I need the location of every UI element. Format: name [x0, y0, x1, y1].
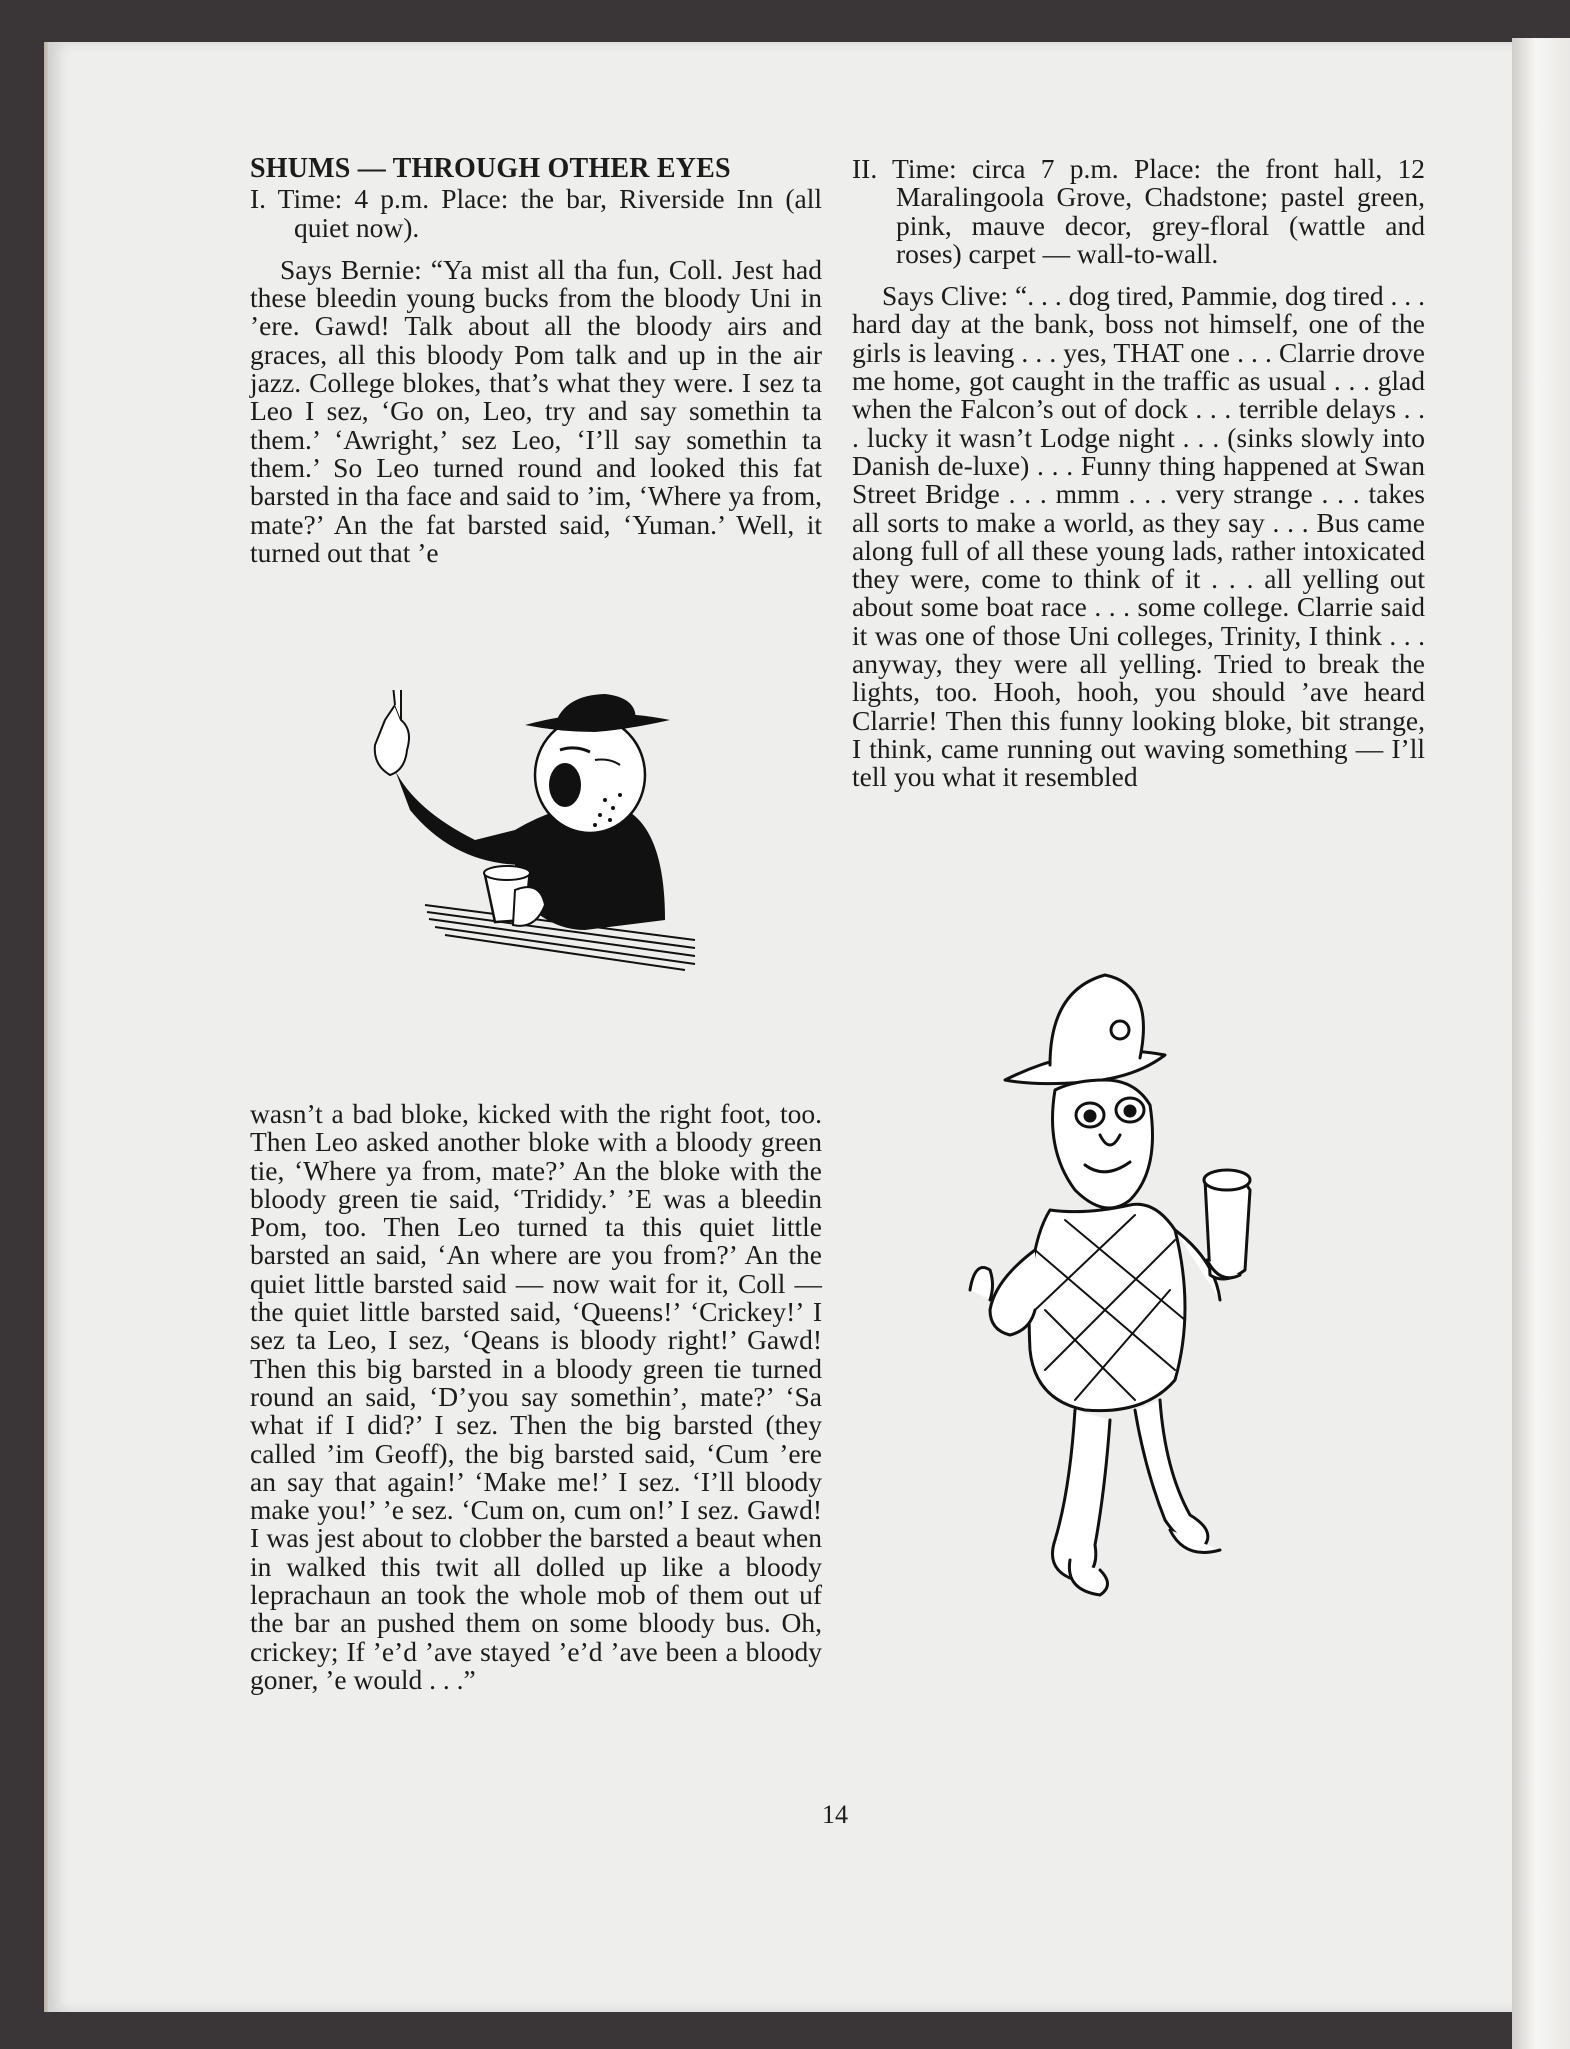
left-column-bottom — [250, 1100, 822, 1694]
bernie-paragraph-continued: wasn’t a bad bloke, kicked with the right foot, too. Then Leo asked another bloke with a bloody green tie, ‘Where ya from, mate?’ An the bloke with the bloody green tie said, ‘Trididy.’ ’E was a bleedin Pom, too. Then Leo turned ta this quiet little barsted an said, ‘An where are you from?’ An the quiet little barsted said — now wait for it, Coll — the quiet little barsted said, ‘Queens!’ ‘Crickey!’ I sez ta Leo, I sez, ‘Qeans is bloody right!’ Gawd! Then this big barsted in a bloody green tie turned round an said, ‘D’you say somethin’, mate?’ ‘Sa what if I did?’ I sez. Then the big barsted (they called ’im Geoff), the big barsted said, ‘Cum ’ere an say that again!’ ‘Make me!’ I sez. ‘I’ll bloody make you!’ ’e sez. ‘Cum on, cum on!’ I sez. Gawd! I was jest about to clobber the barsted a beaut when in walked this twit all dolled up like a bloody leprachaun an took the whole mob of them out uf the bar an pushed them on some bloody bus. Oh, crickey; If ’e’d ’ave stayed ’e’d ’ave been a bloody goner, ’e would . . .” — [250, 1098, 822, 1695]
section-one-setting: I. Time: 4 p.m. Place: the bar, Riverside Inn (all quiet now). — [250, 183, 822, 243]
right-column — [852, 155, 1425, 792]
cartoon-man-with-glass-icon — [935, 930, 1335, 1620]
cartoon-drinker-pointing-icon — [365, 690, 705, 990]
bernie-paragraph-start: Says Bernie: “Ya mist all tha fun, Coll. Jest had these bleedin young bucks from the bloody Uni in ’ere. Gawd! Talk about all the bloody airs and graces, all this bloody Pom talk and up in the air jazz. College blokes, that’s what they were. I sez ta Leo I sez, ‘Go on, Leo, try and say somethin ta them.’ ‘Awright,’ sez Leo, ‘I’ll say somethin ta them.’ So Leo turned round and looked this fat barsted in tha face and said to ’im, ‘Where ya from, mate?’ An the fat barsted said, ‘Yuman.’ Well, it turned out that ’e — [250, 253, 822, 568]
article-heading: SHUMS — THROUGH OTHER EYES — [250, 153, 731, 184]
clive-paragraph: Says Clive: “. . . dog tired, Pammie, dog tired . . . hard day at the bank, boss not himself, one of the girls is leaving . . . yes, THAT one . . . Clarrie drove me home, got caught in the traffic as usual . . . glad when the Falcon’s out of dock . . . terrible delays . . . lucky it wasn’t Lodge night . . . (sinks slowly into Danish de-luxe) . . . Funny thing happened at Swan Street Bridge . . . mmm . . . very strange . . . takes all sorts to make a world, as they say . . . Bus came along full of all these young lads, rather intoxicated they were, come to think of it . . . all yelling out about some boat race . . . some college. Clarrie said it was one of those Uni colleges, Trinity, I think . . . anyway, they were all yelling. Tried to break the lights, too. Hooh, hooh, you should ’ave heard Clarrie! Then this funny looking bloke, bit strange, I think, came running out waving something — I’ll tell you what it resembled — [852, 280, 1425, 793]
page-number: 14 — [822, 1800, 848, 1829]
next-page-edge — [1512, 38, 1570, 2049]
left-column-top — [250, 155, 822, 567]
section-two-setting: II. Time: circa 7 p.m. Place: the front hall, 12 Maralingoola Grove, Chadstone; pastel green, pink, mauve decor, grey-floral (wattle and roses) carpet — wall-to-wall. — [852, 153, 1425, 269]
